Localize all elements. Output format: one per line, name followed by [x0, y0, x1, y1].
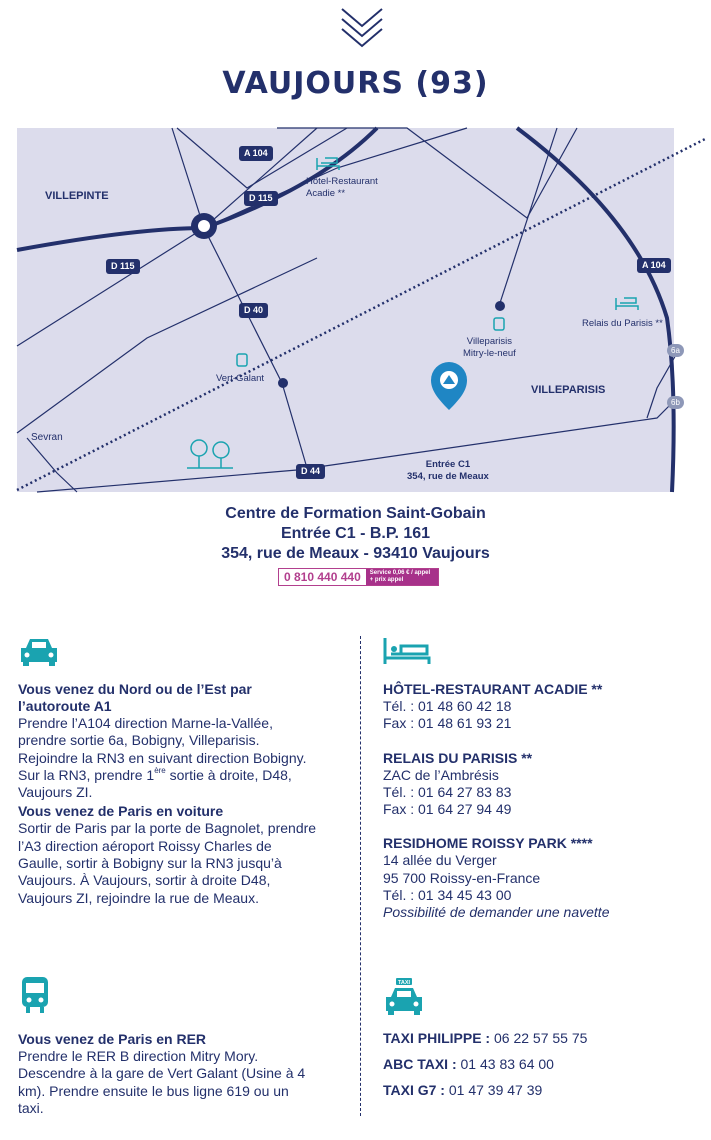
- page-title: VAUJOURS (93): [222, 66, 489, 101]
- road-badge-d115: D 115: [244, 191, 278, 206]
- taxi-entry-philippe: TAXI PHILIPPE : 06 22 57 55 75: [383, 1030, 588, 1046]
- car-directions: [18, 681, 318, 907]
- rer-text: Prendre le RER B direction Mitry Mory. Descendre à la gare de Vert Galant (Usine à 4 km). Prendre ensuite le bus ligne 619 ou un taxi.: [18, 1048, 306, 1116]
- taxi-entry-abc: ABC TAXI : 01 43 83 64 00: [383, 1056, 554, 1072]
- map-label-station-villeparisis: Villeparisis Mitry-le-neuf: [463, 336, 516, 359]
- map-label-sevran: Sevran: [31, 432, 63, 443]
- address-line-3: 354, rue de Meaux - 93410 Vaujours: [221, 545, 490, 562]
- address-line-2: Entrée C1 - B.P. 161: [280, 525, 431, 542]
- address-line-1: Centre de Formation Saint-Gobain: [225, 505, 486, 522]
- road-badge-d40: D 40: [239, 303, 268, 318]
- exit-badge-6b: 6b: [667, 396, 684, 409]
- car-text-paris: Sortir de Paris par la porte de Bagnolet, prendre l’A3 direction aéroport Roissy Charles de Gaulle, sortir à Bobigny sur la RN3 jusqu’à Vaujours. À Vaujours, sortir à droite D48, Vaujours ZI, rejoindre la rue de Meaux.: [18, 820, 317, 906]
- car-text-north: Prendre l’A104 direction Marne-la-Vallée, prendre sortie 6a, Bobigny, Villeparisis. Rejoindre la RN3 en suivant direction Bobigny. Sur la RN3, prendre 1ère sortie à droite, D48, Vaujours ZI.: [18, 715, 307, 801]
- taxi-list: [383, 1030, 683, 1108]
- road-badge-d115-west: D 115: [106, 259, 140, 274]
- map-label-hotel-acadie: Hôtel-Restaurant Acadie **: [306, 176, 378, 199]
- car-heading-north: Vous venez du Nord ou de l’Est par l’autoroute A1: [18, 681, 252, 714]
- hotel-entry-relais: RELAIS DU PARISIS ** ZAC de l’Ambrésis Tél. : 01 64 27 83 83 Fax : 01 64 27 94 49: [383, 749, 533, 818]
- svg-text:TAXI: TAXI: [397, 980, 411, 986]
- map-label-villeparisis: VILLEPARISIS: [531, 384, 606, 396]
- car-icon: [18, 636, 60, 668]
- car-heading-paris: Vous venez de Paris en voiture: [18, 803, 224, 820]
- road-badge-d44: D 44: [296, 464, 325, 479]
- map-label-station-vert-galant: Vert-Galant: [216, 373, 265, 384]
- taxi-icon: [383, 977, 425, 1017]
- map-label-villepinte: VILLEPINTE: [45, 190, 109, 202]
- bed-icon: [383, 636, 431, 666]
- hotel-list: [383, 681, 683, 922]
- rer-directions: [18, 1031, 318, 1117]
- hotel-entry-residhome: RESIDHOME ROISSY PARK **** 14 allée du Verger 95 700 Roissy-en-France Tél. : 01 34 45 43 00 Possibilité de demander une navette: [383, 835, 610, 921]
- taxi-entry-g7: TAXI G7 : 01 47 39 47 39: [383, 1082, 543, 1098]
- train-icon: [20, 975, 50, 1015]
- road-badge-a104: A 104: [239, 146, 273, 161]
- phone-tariff: Service 0,06 € / appel + prix appel: [366, 569, 438, 585]
- exit-badge-6a: 6a: [667, 344, 684, 357]
- map-label-relais-parisis: Relais du Parisis **: [582, 318, 663, 329]
- chevron-down-icon: [339, 6, 385, 50]
- road-badge-a104-east: A 104: [637, 258, 671, 273]
- rer-heading: Vous venez de Paris en RER: [18, 1031, 207, 1047]
- column-divider: [360, 636, 361, 1116]
- location-map: [17, 128, 680, 492]
- hotel-entry-acadie: HÔTEL-RESTAURANT ACADIE ** Tél. : 01 48 60 42 18 Fax : 01 48 61 93 21: [383, 681, 603, 732]
- phone-box: [278, 568, 439, 586]
- phone-number[interactable]: 0 810 440 440: [279, 569, 366, 585]
- address-block: [0, 504, 711, 564]
- map-label-entree: Entrée C1 354, rue de Meaux: [407, 459, 489, 482]
